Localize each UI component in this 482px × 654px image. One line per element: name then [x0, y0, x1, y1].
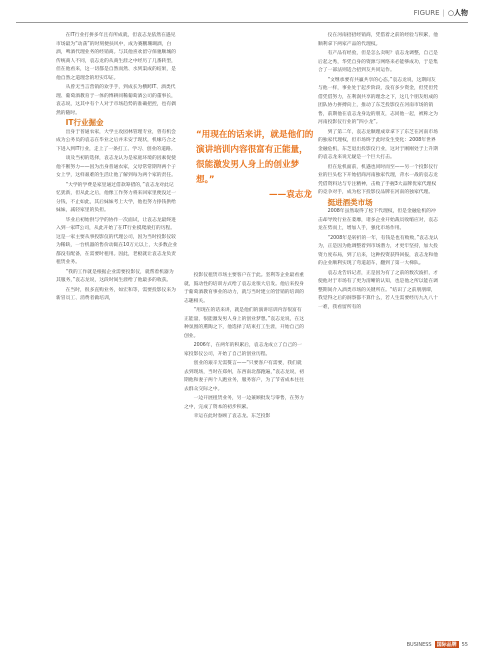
- paragraph: 在IT行业打拼多年且有所成就，但袁志龙依然在遇见市场最为“动荡”的时刻便扶风中，成为赛鹏珊瑚酒，白酒，啤酒代理业务的经销商。与其他喜欢留守保驰顺城的传统商人不同，袁志龙的从商生涯之中经历了几番转型，但在他看来，这一切都是自然而然、水到渠成的结果，是他自然之道理念的坦实印证。: [56, 33, 176, 81]
- footer-badge: 国际品牌: [436, 642, 457, 648]
- section-heading: IT行业掘金: [65, 118, 104, 127]
- paragraph: “大学的学费是家里通过借款筹措的，”袁志龙对此记忆犹新，但从此之后，他像工作努力将来回家里便没过一分钱，不止如此，其后妹妹考上大学，他也努力挣钱供给妹妹，减轻家里的负担。: [56, 182, 176, 213]
- section-name: ○人物: [447, 9, 468, 17]
- paragraph: 创业的艰辛无需赘言——“只要客户有需要，我们就去到现场，当时在郑州，东西南北都跑遍，”袁志龙说，初期他和妻子两个人跑业务，服务客户，为了节省成本往往去群众交际之中。: [184, 361, 305, 392]
- page-number: 55: [461, 641, 468, 648]
- section-heading: 挺进酒类市场: [327, 197, 373, 207]
- paragraph: 到了第二年，袁志龙顺理成章拿下了东芝在河南市场的独家代理权，但市场终于此时发生变化：2008年世界金融危机，东芝退出投影仪行业，这对于刚刚处于上升期的袁志龙来说无疑是一个巨大打击。: [318, 129, 438, 160]
- paragraph: 幸运在此时眷顾了袁志龙。东芝投影: [193, 414, 271, 419]
- pull-quote-author: ——袁志龙: [269, 190, 312, 200]
- header-rule: [16, 22, 468, 23]
- article-column-2: [184, 272, 306, 423]
- header-separator: |: [442, 9, 445, 17]
- paragraph: 投影仪租赁市场主要客户在于此。坚利等企业最看重就，鼓动性的培训方式给了袁志龙很大启发。他后来投身于葡萄酒教育事业的动力，就与当时建立的营销的培训的志趣相关。: [184, 273, 304, 304]
- paragraph: 有产品有经验，但是怎么卖呢？袁志龙调整，自己是后起之秀，华凭自身的资源与网络来必能够成功，于是集合了一部法则适合招到友共同运作。: [318, 51, 438, 73]
- pull-quote: [196, 128, 314, 203]
- paragraph: 出身于普通农家，大学主攻园林管理专业，曾有机会成为公务员的袁志在毕业之后并未安于现状，机缘巧合之下进入到IT行业，走上了一条打工、学习、创业的道路。: [56, 129, 176, 152]
- footer-magazine-name: BUSINESS: [406, 641, 432, 648]
- paragraph: 在当时，很多直购业务，如宏和等，需要投影仪来为新冒员工、消费者做培训，: [56, 287, 176, 301]
- paragraph: 毕业后初始供与学的协作一次面试，让袁志龙最终进入到一家IT公司，从此开始了在IT行业摸爬滚打的历程。这是一家主要从事投影仪的代理公司，因为当时投影仪较为稀缺，一台机器的售价动辄在10万元以上，大多数企业都没有配备，在需要时租用。因此，老板就让袁志龙负责租赁业务。: [56, 217, 178, 265]
- paragraph: 谈及当初的选择，袁志龙认为是家庭环境的因素促使他不断努力——因为出身普通农家，父母常常期拜两个子女上学，这样艰难的生活让他了解到每为两个家的责任。: [56, 156, 176, 178]
- article-column-1: [56, 32, 178, 305]
- paragraph: 袁志龙告诉记者，正是因为有了之前的数次波折，才使他对于市场有了更为清晰的认知，也是他之所以能在调整期间介入酒类市场的关键所在。“结识了之前朋朋谭，我觉得之后的洞察都不算什么，若人生需要经历九九八十一难，我看留所有的: [318, 270, 438, 310]
- page-footer: [407, 641, 468, 648]
- paragraph: 仪在河南招招经销商，凭借着之前的经验与积累，他顺利拿下两家产品的代理权。: [318, 33, 438, 47]
- article-column-3: [318, 32, 440, 313]
- paragraph: 2006年，在两年的积累后，袁志龙成立了自己的一家投影仪公司，开始了自己的创业历程。: [184, 343, 302, 357]
- paragraph: 从曾无当言营销的欢手手，到成长为横跨IT、酒类代理、葡萄酒教育于一体的博耕同稀葡萄酒公司的董事长，袁志说，这其中有个人对于市场趋势的准确把控，也有偶然的随时。: [56, 85, 176, 116]
- paragraph: “用现在的话来讲，就是他们的演讲培训内容很富有正能量，很能激发男人身上的创业梦想。”袁志龙说，在这种氛围的熏陶之下，他选择了结束打工生涯，开始自己的创业。: [184, 308, 305, 339]
- magazine-name: FIGURE: [413, 9, 440, 17]
- pull-quote-text: “用现在的话来讲，就是他们的演讲培训内容很富有正能量，很能激发男人身上的创业梦想。”: [196, 130, 314, 185]
- paragraph: “文继承要有共赢共享的心态。”袁志龙说，这期间友与他一样，事业处于起步阶段，没有多少资金，但凭但凭借凭借努力，在利润共享的理念之下，这几个朋友组成的团队协力拼搏向上，推动了东芝投影仪在河南市场的销售，前期他在袁志龙身边的朋友，志同他一起，被称之为河南投影仪行业的“四小龙”。: [318, 77, 438, 125]
- paragraph: “我的工作就是根据企业需要投影仪，就帮着机器为其服务，”袁志龙说，这段时间生涯给了他最多的收获。: [56, 269, 174, 283]
- running-header: [414, 8, 468, 18]
- paragraph: “2008年是转折的一年，有钱是也有败败，”袁志龙认为，正是因为他调整着到市场潜力，才更牢坚持，加大投资力度布局，到了后来，这种投资获得回报，袁志龙和他的企业顺利实现了弯道超车，翻到了第一大梯队。: [318, 235, 439, 266]
- paragraph: 2008年虽然取得了松下代理权，但是金融危机的冲击却导致行业在萎靡，诸多企业开始裁员收缩应对，袁志龙在势而上，增加人手，强化市场作用。: [318, 209, 438, 231]
- paragraph: 一边开展租赁业务，另一边兼顾批发与零售，在努力之中，完成了资本的初步积累。: [184, 396, 304, 410]
- paragraph: 但在危机面前，机遇也同时而至——另一个投影仪行业的巨头松下开始招商河南独家代理，背水一战的袁志龙凭借资料达与专注精神，击败了手握3大品牌优家代理权的竞争对手，成为松下投影仪品牌在河南的独家代理。: [318, 164, 438, 195]
